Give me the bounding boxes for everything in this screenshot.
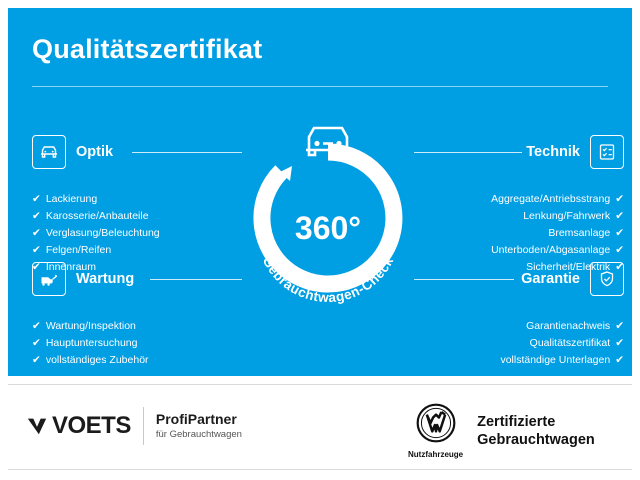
section-divider bbox=[132, 152, 242, 153]
footer bbox=[8, 384, 632, 470]
section-wartung bbox=[32, 270, 242, 385]
check-icon: ✔ bbox=[32, 227, 41, 239]
page-title: Qualitätszertifikat bbox=[32, 34, 263, 64]
section-items bbox=[414, 318, 624, 369]
dealer-tagline-line2: für Gebrauchtwagen bbox=[155, 429, 242, 440]
section-items bbox=[32, 318, 242, 369]
item-label: Verglasung/Beleuchtung bbox=[45, 227, 160, 239]
section-divider bbox=[414, 279, 514, 280]
check-icon: ✔ bbox=[615, 261, 624, 273]
oil-can-icon bbox=[32, 262, 66, 296]
360-arc-label bbox=[240, 118, 416, 314]
svg-text:Gebrauchtwagen-Check: Gebrauchtwagen-Check bbox=[259, 254, 397, 306]
check-icon: ✔ bbox=[32, 261, 41, 273]
section-title: Wartung bbox=[76, 271, 135, 287]
section-title: Optik bbox=[76, 144, 114, 160]
dealer-name: VOETS bbox=[52, 412, 131, 439]
check-icon: ✔ bbox=[615, 227, 624, 239]
check-icon: ✔ bbox=[32, 193, 41, 205]
check-icon: ✔ bbox=[615, 337, 624, 349]
item-label: Felgen/Reifen bbox=[45, 244, 112, 256]
check-icon: ✔ bbox=[32, 337, 41, 349]
check-icon: ✔ bbox=[615, 354, 624, 366]
brand-label-line1: Zertifizierte bbox=[477, 414, 556, 430]
list-item bbox=[32, 191, 242, 208]
checklist-icon bbox=[590, 135, 624, 169]
item-label: Innenraum bbox=[45, 261, 97, 273]
item-label: Garantienachweis bbox=[526, 320, 611, 332]
section-garantie bbox=[414, 270, 624, 385]
check-icon: ✔ bbox=[32, 210, 41, 222]
list-item bbox=[414, 191, 624, 208]
item-label: Wartung/Inspektion bbox=[45, 320, 136, 332]
list-item bbox=[32, 335, 242, 352]
list-item bbox=[32, 208, 242, 225]
check-icon: ✔ bbox=[615, 210, 624, 222]
item-label: Bremsanlage bbox=[548, 227, 611, 239]
item-label: Sicherheit/Elektrik bbox=[526, 261, 611, 273]
title-divider bbox=[32, 86, 608, 87]
check-icon: ✔ bbox=[32, 244, 41, 256]
section-title: Technik bbox=[526, 144, 580, 160]
list-item bbox=[32, 352, 242, 369]
item-label: Unterboden/Abgasanlage bbox=[491, 244, 611, 256]
item-label: vollständige Unterlagen bbox=[500, 354, 611, 366]
item-label: Aggregate/Antriebsstrang bbox=[491, 193, 611, 205]
list-item bbox=[414, 225, 624, 242]
list-item bbox=[32, 318, 242, 335]
item-label: Qualitätszertifikat bbox=[529, 337, 611, 349]
blue-panel bbox=[8, 8, 632, 376]
car-front-icon bbox=[32, 135, 66, 169]
vw-caption: Nutzfahrzeuge bbox=[408, 450, 464, 459]
check-icon: ✔ bbox=[615, 244, 624, 256]
voets-mark-icon bbox=[26, 415, 48, 437]
check-icon: ✔ bbox=[32, 320, 41, 332]
dealer-logo bbox=[26, 407, 242, 445]
check-icon: ✔ bbox=[615, 193, 624, 205]
item-label: Hauptuntersuchung bbox=[45, 337, 138, 349]
dealer-tagline-line1: ProfiPartner bbox=[155, 411, 237, 427]
check-icon: ✔ bbox=[615, 320, 624, 332]
brand-label-line2: Gebrauchtwagen bbox=[477, 432, 595, 448]
section-title: Garantie bbox=[521, 271, 580, 287]
list-item bbox=[414, 352, 624, 369]
shield-check-icon bbox=[590, 262, 624, 296]
vw-logo-wrap bbox=[408, 403, 463, 459]
list-item bbox=[32, 242, 242, 259]
item-label: Lenkung/Fahrwerk bbox=[523, 210, 611, 222]
section-header bbox=[32, 270, 242, 296]
list-item bbox=[414, 242, 624, 259]
brand-label bbox=[477, 413, 595, 449]
brand-block bbox=[408, 403, 595, 459]
item-label: Karosserie/Anbauteile bbox=[45, 210, 149, 222]
360-value: 360° bbox=[294, 210, 362, 246]
section-divider bbox=[414, 152, 522, 153]
list-item bbox=[414, 318, 624, 335]
list-item bbox=[414, 208, 624, 225]
footer-divider bbox=[143, 407, 144, 445]
dealer-tagline bbox=[156, 411, 242, 441]
360-check-badge bbox=[240, 118, 416, 314]
item-label: Lackierung bbox=[45, 193, 98, 205]
section-header bbox=[414, 143, 624, 169]
vw-logo bbox=[416, 403, 456, 443]
list-item bbox=[414, 335, 624, 352]
section-header bbox=[32, 143, 242, 169]
list-item bbox=[32, 225, 242, 242]
check-icon: ✔ bbox=[32, 354, 41, 366]
section-header bbox=[414, 270, 624, 296]
section-divider bbox=[150, 279, 242, 280]
item-label: vollständiges Zubehör bbox=[45, 354, 149, 366]
